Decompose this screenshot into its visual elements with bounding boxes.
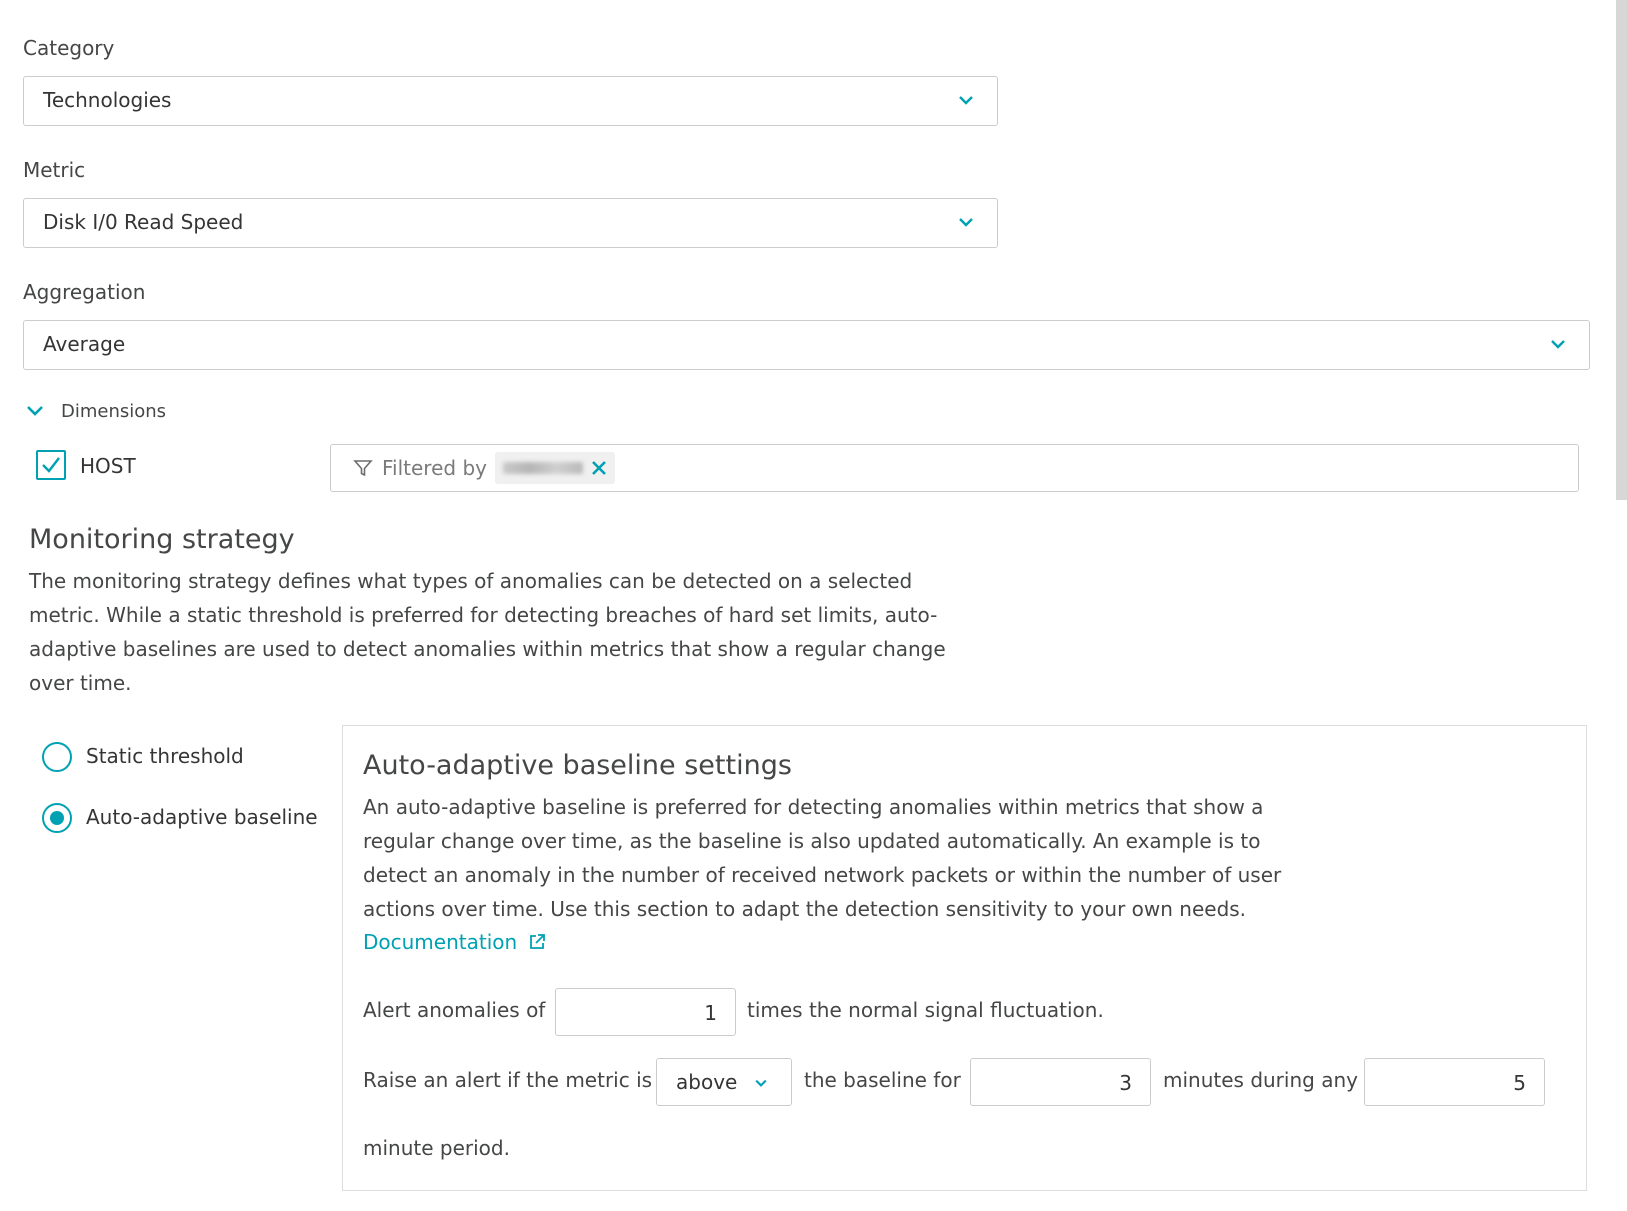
description-line: over time. [29, 671, 132, 695]
chevron-down-icon [956, 212, 976, 232]
scrollbar[interactable] [1616, 0, 1627, 500]
host-label: HOST [80, 454, 136, 478]
baseline-for-label: the baseline for [804, 1068, 961, 1092]
monitoring-title: Monitoring strategy [29, 524, 295, 555]
baseline-description [363, 790, 1323, 926]
redacted-host-value [503, 462, 583, 474]
period-value: 5 [1513, 1071, 1526, 1095]
metric-select[interactable] [23, 198, 998, 248]
check-icon [40, 454, 62, 476]
dimensions-label: Dimensions [61, 401, 167, 422]
minutes-input[interactable] [970, 1058, 1151, 1106]
filter-label: Filtered by [382, 456, 487, 480]
period-input[interactable] [1364, 1058, 1545, 1106]
description-line: The monitoring strategy defines what types of anomalies can be detected on a selected [29, 569, 913, 593]
aggregation-value: Average [43, 332, 126, 356]
description-line: actions over time. Use this section to adapt the detection sensitivity to your own needs. [363, 897, 1247, 921]
minutes-during-label: minutes during any [1163, 1068, 1358, 1092]
description-line: adaptive baselines are used to detect anomalies within metrics that show a regular change [29, 637, 946, 661]
sensitivity-input[interactable] [555, 988, 736, 1036]
sensitivity-value: 1 [704, 1001, 717, 1025]
chevron-down-icon [1548, 334, 1568, 354]
metric-value: Disk I/0 Read Speed [43, 210, 244, 234]
chevron-down-icon [956, 90, 976, 110]
filter-icon [353, 458, 373, 478]
category-select[interactable] [23, 76, 998, 126]
raise-alert-prefix: Raise an alert if the metric is [363, 1068, 653, 1092]
aggregation-select[interactable] [23, 320, 1590, 370]
host-checkbox[interactable] [36, 450, 66, 480]
chevron-down-icon [24, 400, 46, 422]
category-label: Category [23, 36, 115, 60]
external-link-icon [528, 933, 546, 951]
period-suffix: minute period. [363, 1136, 510, 1160]
description-line: regular change over time, as the baseline is also updated automatically. An example is to [363, 829, 1261, 853]
auto-adaptive-settings-panel [342, 725, 1587, 1191]
chevron-down-icon [753, 1075, 769, 1091]
radio-auto-adaptive-baseline[interactable] [42, 803, 72, 833]
description-line: detect an anomaly in the number of received network packets or within the number of user [363, 863, 1282, 887]
description-line: An auto-adaptive baseline is preferred for detecting anomalies within metrics that show a [363, 795, 1264, 819]
description-line: metric. While a static threshold is preferred for detecting breaches of hard set limits, auto- [29, 603, 938, 627]
documentation-link[interactable] [363, 930, 546, 954]
radio-selected-dot [50, 811, 64, 825]
metric-label: Metric [23, 158, 86, 182]
aggregation-label: Aggregation [23, 280, 146, 304]
host-filter-input[interactable] [330, 444, 1579, 492]
baseline-title: Auto-adaptive baseline settings [363, 750, 792, 781]
filter-chip [495, 452, 615, 484]
close-icon[interactable] [590, 459, 608, 477]
monitoring-description [29, 564, 969, 700]
category-value: Technologies [43, 88, 172, 112]
minutes-value: 3 [1119, 1071, 1132, 1095]
documentation-link-text[interactable]: Documentation [363, 930, 518, 954]
static-threshold-label[interactable]: Static threshold [86, 744, 244, 768]
alert-anomalies-suffix: times the normal signal fluctuation. [747, 998, 1104, 1022]
direction-select[interactable] [656, 1058, 792, 1106]
alert-anomalies-prefix: Alert anomalies of [363, 998, 546, 1022]
radio-static-threshold[interactable] [42, 742, 72, 772]
direction-value: above [676, 1070, 738, 1094]
auto-adaptive-baseline-label[interactable]: Auto-adaptive baseline [86, 805, 318, 829]
